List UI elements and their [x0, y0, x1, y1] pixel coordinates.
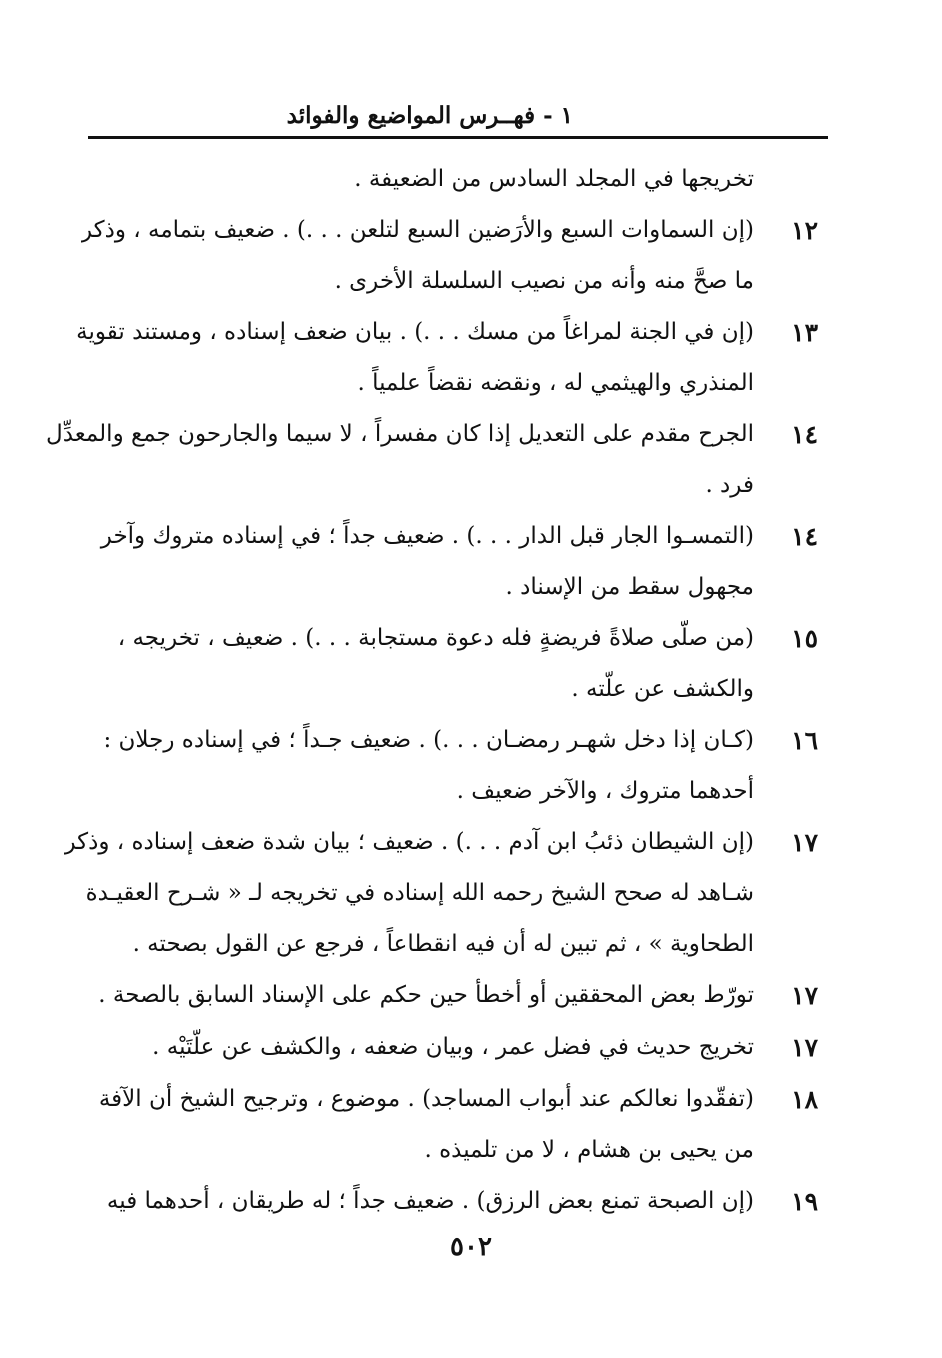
entry-text-line: أحدهما متروك ، والآخر ضعيف . [456, 778, 754, 804]
entry-text-line: تخريج حديث في فضل عمر ، وبيان ضعفه ، والكشف عن علّتَيْه . [152, 1034, 754, 1060]
entry-text [86, 1022, 754, 1074]
entry-text-line: والكشف عن علّته . [571, 676, 754, 702]
entry-text [86, 511, 754, 613]
entry-text-line: (كـان إذا دخل شهـر رمضـان . . .) . ضعيف جـداً ؛ في إسناده رجلان : [103, 727, 754, 753]
entry-text [76, 307, 754, 409]
index-entry [86, 613, 826, 715]
entry-text-line: (من صلّى صلاةً فريضةٍ فله دعوة مستجابة . . .) . ضعيف ، تخريجه ، [117, 625, 754, 651]
entry-text-line: (إن في الجنة لمراغاً من مسك . . .) . بيان ضعف إسناده ، ومستند تقوية [76, 319, 754, 345]
entry-page-number: ١٧ [791, 1033, 818, 1062]
entry-text [86, 715, 754, 817]
entry-text-line: مجهول سقط من الإسناد . [505, 574, 754, 600]
index-entries [46, 154, 826, 1228]
entry-page-number: ١٩ [791, 1187, 818, 1216]
entry-text-line: (إن الصبحة تمنع بعض الرزق) . ضعيف جداً ؛ له طريقان ، أحدهما فيه [106, 1188, 754, 1214]
entry-text-line: (التمسـوا الجار قبل الدار . . .) . ضعيف جداً ؛ في إسناده متروك وآخر [100, 523, 754, 549]
entry-page-number: ١٣ [791, 318, 818, 347]
entry-page-number: ١٤ [791, 522, 818, 551]
entry-page-number: ١٧ [791, 828, 818, 857]
index-entry [46, 409, 826, 511]
header-title: ١ - فهــرس المواضيع والفوائد [286, 102, 573, 129]
index-entry [86, 511, 826, 613]
entry-page-number: ١٨ [791, 1085, 818, 1114]
entry-text [86, 613, 754, 715]
index-entry [76, 307, 826, 409]
entry-text-line: (تفقّدوا نعالكم عند أبواب المساجد) . موضوع ، وترجيح الشيخ أن الآفة [98, 1086, 754, 1112]
index-entry [86, 1176, 826, 1228]
entry-text-line: (إن الشيطان ذئبُ ابن آدم . . .) . ضعيف ؛ بيان شدة ضعف إسناده ، وذكر [64, 829, 754, 855]
entry-text [81, 205, 754, 307]
entry-page-number: ١٢ [791, 216, 818, 245]
header-rule [88, 136, 828, 139]
entry-text [64, 817, 754, 970]
index-entry [80, 205, 826, 307]
entry-text-line: المنذري والهيثمي له ، ونقضه نقضاً علمياً . [357, 370, 754, 396]
entry-text-line: ما صحَّ منه وأنه من نصيب السلسلة الأخرى . [334, 268, 754, 294]
index-entry [86, 1074, 826, 1176]
entry-text-line: تخريجها في المجلد السادس من الضعيفة . [354, 166, 754, 192]
index-entry [86, 715, 826, 817]
entry-text-line: (إن السماوات السبع والأرَضين السبع لتلعن . . .) . ضعيف بتمامه ، وذكر [80, 217, 754, 243]
entry-text-line: الطحاوية » ، ثم تبين له أن فيه انقطاعاً ، فرجع عن القول بصحته . [132, 931, 754, 957]
entry-text [46, 409, 754, 511]
index-entry [86, 1022, 826, 1074]
entry-text-line: تورّط بعض المحققين أو أخطأ حين حكم على الإسناد السابق بالصحة . [98, 982, 754, 1008]
page-header [88, 90, 828, 134]
index-entry [86, 154, 826, 205]
entry-page-number: ١٦ [791, 726, 818, 755]
entry-page-number: ١٥ [791, 624, 818, 653]
entry-text [86, 154, 754, 205]
page-number: ٥٠٢ [450, 1232, 492, 1262]
entry-text [86, 1176, 754, 1228]
entry-text-line: شـاهد له صحح الشيخ رحمه الله إسناده في تخريجه لـ « شـرح العقيـدة [85, 880, 754, 906]
entry-text-line: الجرح مقدم على التعديل إذا كان مفسراً ، لا سيما والجارحون جمع والمعدِّل [46, 421, 754, 447]
entry-text-line: فرد . [705, 472, 754, 498]
entry-page-number: ١٤ [791, 420, 818, 449]
entry-page-number: ١٧ [791, 981, 818, 1010]
entry-text-line: من يحيى بن هشام ، لا من تلميذه . [424, 1137, 754, 1163]
index-entry [86, 970, 826, 1022]
entry-text [86, 970, 754, 1022]
index-entry [64, 817, 826, 970]
entry-text [86, 1074, 754, 1176]
